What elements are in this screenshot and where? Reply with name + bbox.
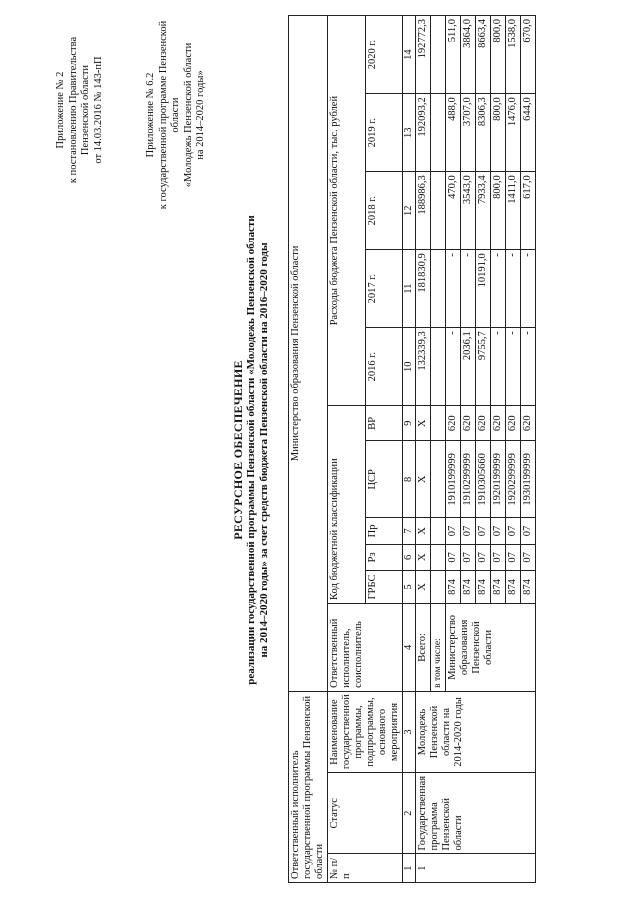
cell-csr: 1910199999 [446,441,461,518]
col-header-year: 2020 г. [365,16,403,94]
ministry-label: Министерство образования Пензенской области [446,603,536,691]
column-number: 1 [403,854,416,883]
table-row [416,16,431,883]
cell-value: 3864,0 [461,16,476,94]
cell-value: 192093,2 [416,94,431,172]
cell-value: 3707,0 [461,94,476,172]
column-number: 9 [403,406,416,441]
cell-vr: 620 [461,406,476,441]
column-number: 10 [403,328,416,406]
cell-value: 470,0 [446,172,461,250]
cell-value: - [446,250,461,328]
cell-vr: X [416,406,431,441]
cell-vr: 620 [506,406,521,441]
cell-grbs: 874 [461,571,476,604]
cell-grbs: X [416,571,431,604]
column-number: 2 [403,773,416,854]
executor-value: Министерство образования Пензенской области [289,16,328,692]
cell-value: 617,0 [521,172,536,250]
cell-csr: 1910305660 [476,441,491,518]
cell-vr: 620 [446,406,461,441]
cell-value: 800,0 [491,16,506,94]
col-header-vr: ВР [365,406,403,441]
cell-vr [431,406,446,441]
column-number: 14 [403,16,416,94]
cell-rz [431,544,446,570]
column-number: 13 [403,94,416,172]
column-number: 5 [403,571,416,604]
cell-value [431,94,446,172]
cell-value: - [521,328,536,406]
column-number: 3 [403,691,416,772]
cell-pr [431,518,446,544]
column-number: 6 [403,544,416,570]
cell-value [431,328,446,406]
document-heading [232,55,271,845]
col-header-name: Наименование государственной программы, подпрограммы, основного мероприятия [328,691,403,772]
cell-value: - [461,250,476,328]
including-label: в том числе: [431,603,446,691]
cell-rz: 07 [521,544,536,570]
cell-rz: 07 [491,544,506,570]
document-subtitle: на 2014–2020 годы» за счет средств бюджета Пензенской области на 2016–2020 годы [258,242,270,658]
cell-grbs [431,571,446,604]
cell-value: 1538,0 [506,16,521,94]
cell-pr: 07 [521,518,536,544]
cell-value: 132339,3 [416,328,431,406]
appendix-line: к постановлению Правительства [67,36,79,184]
cell-value: 488,0 [446,94,461,172]
col-header-year: 2019 г. [365,94,403,172]
cell-value: 8663,4 [476,16,491,94]
header-row [328,16,366,883]
col-header-csr: ЦСР [365,441,403,518]
cell-grbs: 874 [491,571,506,604]
cell-rz: X [416,544,431,570]
appendix-line: на 2014–2020 годы» [195,70,206,160]
cell-csr: X [416,441,431,518]
cell-value: 192772,3 [416,16,431,94]
document-subtitle: реализации государственной программы Пензенской области «Молодежь Пензенской области [245,215,257,685]
cell-value: - [506,250,521,328]
cell-grbs: 874 [476,571,491,604]
cell-csr: 1930199999 [521,441,536,518]
cell-value: - [491,250,506,328]
cell-pr: 07 [491,518,506,544]
cell-value: - [491,328,506,406]
cell-pr: 07 [446,518,461,544]
col-header-exp-group: Расходы бюджета Пензенской области, тыс. рублей [328,16,366,406]
cell-value: - [446,328,461,406]
cell-value: - [506,328,521,406]
resource-table [288,15,536,883]
column-number-row [403,16,416,883]
cell-grbs: 874 [521,571,536,604]
cell-value: 670,0 [521,16,536,94]
appendix-block-1 [55,30,105,190]
cell-rz: 07 [446,544,461,570]
col-header-year: 2018 г. [365,172,403,250]
appendix-line: Приложение № 6.2 [145,72,156,158]
col-header-grbs: ГРБС [365,571,403,604]
executor-row [289,16,328,883]
cell-csr: 1910299999 [461,441,476,518]
appendix-line: к государственной программе Пензенской области [157,20,181,210]
column-number: 11 [403,250,416,328]
cell-value: 800,0 [491,94,506,172]
cell-value [431,16,446,94]
col-header-resp: Ответственный исполнитель, соисполнитель [328,603,403,691]
appendix-line: «Молодежь Пензенской области [182,42,194,188]
total-label: Всего: [416,603,431,691]
cell-grbs: 874 [446,571,461,604]
cell-value: 188986,3 [416,172,431,250]
appendix-line: Приложение № 2 [55,71,66,149]
cell-value [431,172,446,250]
cell-vr: 620 [476,406,491,441]
cell-value: 644,0 [521,94,536,172]
cell-value: 9755,7 [476,328,491,406]
column-number: 12 [403,172,416,250]
cell-value: 1476,0 [506,94,521,172]
appendix-line: Пензенской области [80,64,91,156]
cell-value [431,250,446,328]
cell-value: - [521,250,536,328]
cell-grbs: 874 [506,571,521,604]
cell-pr: 07 [461,518,476,544]
cell-csr [431,441,446,518]
cell-pr: 07 [476,518,491,544]
row-number: 1 [416,854,536,883]
appendix-block-2 [145,20,208,210]
cell-vr: 620 [491,406,506,441]
cell-rz: 07 [461,544,476,570]
cell-pr: 07 [506,518,521,544]
cell-vr: 620 [521,406,536,441]
cell-value: 1411,0 [506,172,521,250]
column-number: 7 [403,518,416,544]
cell-rz: 07 [506,544,521,570]
cell-value: 7933,4 [476,172,491,250]
col-header-year: 2016 г. [365,328,403,406]
cell-value: 511,0 [446,16,461,94]
document-title: РЕСУРСНОЕ ОБЕСПЕЧЕНИЕ [231,360,245,540]
row-status: Государственная программа Пензенской области [416,773,536,854]
executor-label: Ответственный исполнитель государственной программы Пензенской области [289,691,328,882]
cell-rz: 07 [476,544,491,570]
cell-value: 3543,0 [461,172,476,250]
col-header-code-group: Код бюджетной классификации [328,406,366,604]
cell-csr: 1920299999 [506,441,521,518]
cell-value: 10191,0 [476,250,491,328]
cell-csr: 1920199999 [491,441,506,518]
cell-value: 2036,1 [461,328,476,406]
cell-pr: X [416,518,431,544]
col-header-status: Статус [328,773,403,854]
col-header-pr: Пр [365,518,403,544]
column-number: 8 [403,441,416,518]
col-header-rz: Рз [365,544,403,570]
cell-value: 8306,3 [476,94,491,172]
column-number: 4 [403,603,416,691]
cell-value: 181830,9 [416,250,431,328]
cell-value: 800,0 [491,172,506,250]
appendix-line: от 14.03.2016 № 143-пП [92,56,104,164]
col-header-num: № п/п [328,854,403,883]
col-header-year: 2017 г. [365,250,403,328]
row-program-name: Молодежь Пензенской области на 2014-2020 годы [416,691,536,772]
